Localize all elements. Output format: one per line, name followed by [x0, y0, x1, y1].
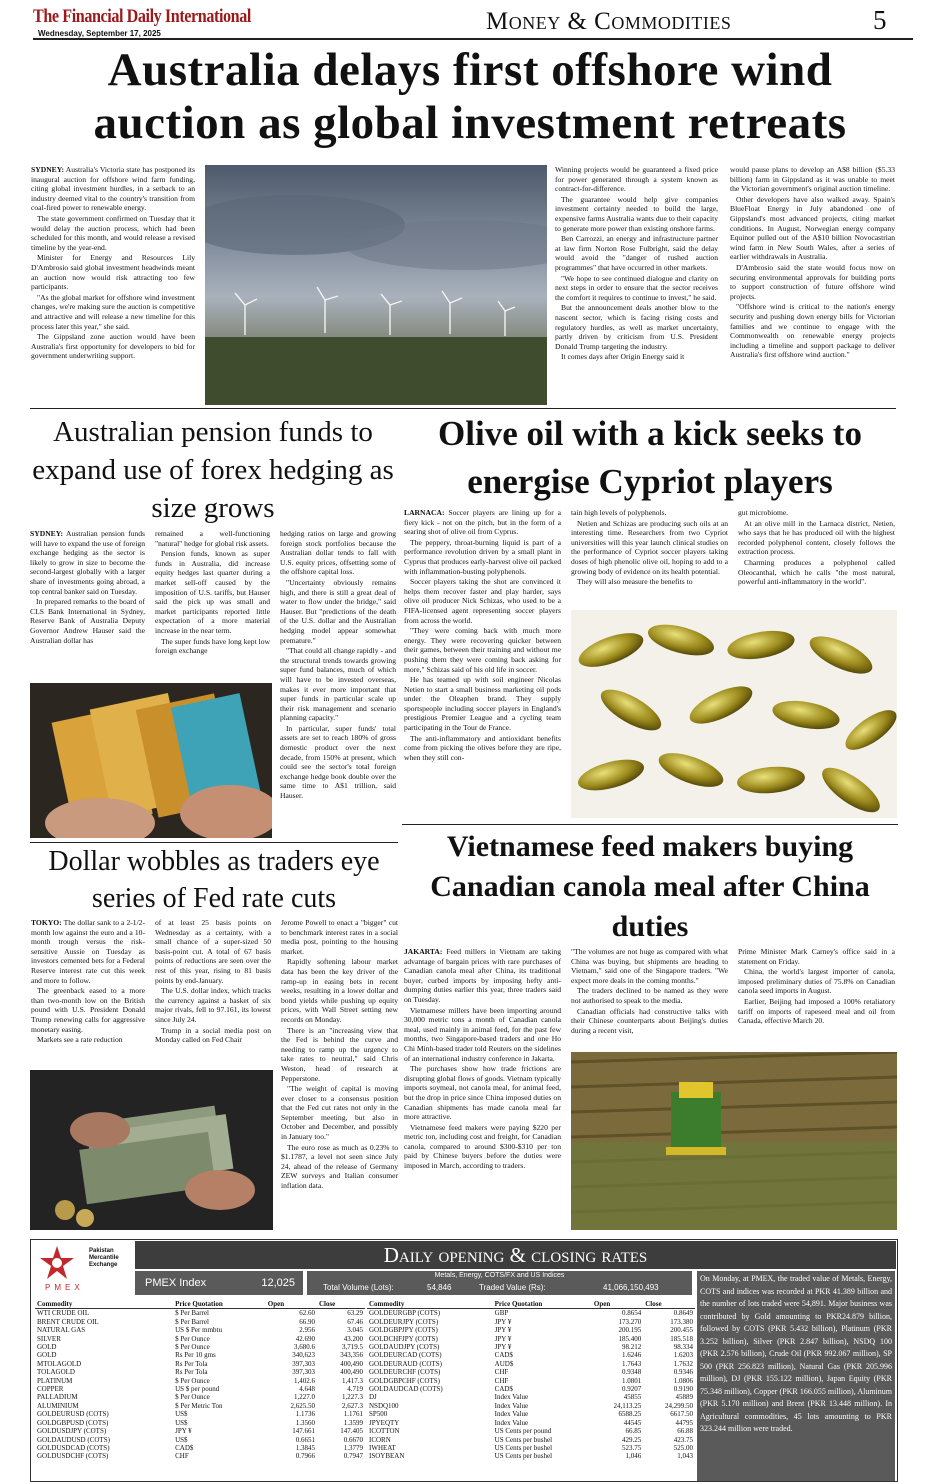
commodity-cell: GOLDEURUSD (COTS) [37, 1410, 109, 1419]
commodity-cell: GOLDEURCAD (COTS) [369, 1351, 442, 1360]
australian-dollar-photo [30, 683, 272, 838]
article-canola-col1: JAKARTA: Feed millers in Vietnam are taking advantage of bargain prices with rare purchases of Canadian canola meal after China, its traditional buyer, curbed imports by imposing hefty anti-dumping duties earlier this year, three traders said on Tuesday. Vietnamese millers have been importing around 30,000 metric tons a month of Canadian canola meal, used mainly in animal feed, for the past few months, two Singapore-based traders and one Ho Chi Minh-based trader told Reuters on the sidelines of an international industry conference in Jakarta. The purchases show how trade frictions are disrupting global flows of goods. Vietnam typically imports soymeal, not canola meal, for animal feed, but the drop in price since China imposed duties on Canadian shipments has made canola meal far more attractive. Vietnamese feed makers were paying $220 per metric ton, including cost and freight, for Canadian canola, compared to around $300-$310 per ton paid by Chinese buyers before the duties were imposed in March, according to traders. [404, 947, 561, 1171]
issue-date: Wednesday, September 17, 2025 [38, 29, 161, 38]
quotation-cell: $ Per Ounce [175, 1343, 210, 1352]
quotation-cell: US Cents per bushel [494, 1452, 553, 1461]
commodity-cell: TOLAGOLD [37, 1368, 75, 1377]
rates-banner: Daily opening & closing rates [135, 1241, 896, 1269]
close-cell: 98.334 [673, 1343, 693, 1352]
close-cell: 1.1761 [343, 1410, 363, 1419]
quotation-cell: Rs Per Tola [175, 1368, 208, 1377]
close-cell: 3.045 [347, 1326, 363, 1335]
close-cell: 24,299.50 [665, 1401, 693, 1410]
open-cell: 397,303 [292, 1368, 315, 1377]
commodity-cell: GOLDAUDUSD (COTS) [37, 1435, 110, 1444]
rates-row [35, 1343, 365, 1351]
rates-row [367, 1368, 695, 1376]
quotation-cell: CHF [175, 1452, 189, 1461]
rates-row [367, 1452, 695, 1460]
close-cell: 343,356 [340, 1351, 363, 1360]
commodity-cell: GOLDGBPCHF (COTS) [369, 1376, 440, 1385]
volume-bar [307, 1271, 692, 1295]
olive-oil-capsules-photo [571, 610, 897, 818]
article-olive-col3: gut microbiome. At an olive mill in the Larnaca district, Netien, who says that he has produced oil with the highest recorded polyphenol content, closely follows the extraction process. Charming produces a polyphenol called Oleocanthal, which he calls "the most natural, powerful anti-inflammatory in the world". [738, 508, 895, 587]
section-title: Money & Commodities [486, 8, 732, 35]
open-cell: 0.8654 [621, 1309, 642, 1318]
open-cell: 1.3845 [295, 1443, 315, 1452]
rates-row [367, 1318, 695, 1326]
rates-row [35, 1444, 365, 1452]
commodity-cell: GOLDEURGBP (COTS) [369, 1309, 441, 1318]
quotation-cell: $ Per Ounce [175, 1334, 210, 1343]
open-cell: 0.6651 [295, 1435, 315, 1444]
quotation-cell: Index Value [494, 1418, 529, 1427]
rates-row [367, 1351, 695, 1359]
open-cell: 62.60 [299, 1309, 315, 1318]
rates-row [35, 1318, 365, 1326]
quotation-cell: US Cents per bushel [494, 1435, 553, 1444]
close-cell: 147.405 [340, 1427, 363, 1436]
close-cell: 1.7632 [673, 1359, 693, 1368]
quotation-cell: GBP [494, 1309, 509, 1318]
quotation-cell: JPY ¥ [494, 1317, 512, 1326]
commodity-cell: GOLDCHFJPY (COTS) [369, 1334, 438, 1343]
commodity-cell: GOLD [37, 1351, 57, 1360]
commodity-cell: GOLDGBPJPY (COTS) [369, 1326, 438, 1335]
close-cell: 0.7947 [343, 1452, 363, 1461]
close-cell: 525.00 [673, 1443, 693, 1452]
quotation-cell: CAD$ [494, 1385, 513, 1394]
close-cell: 1.3599 [343, 1418, 363, 1427]
quotation-cell: CHF [494, 1376, 509, 1385]
commodity-cell: GOLDEURAUD (COTS) [369, 1359, 442, 1368]
open-cell: 147.661 [292, 1427, 315, 1436]
open-cell: 1.7643 [621, 1359, 642, 1368]
pmex-logo-name: Pakistan Mercantile Exchange [89, 1248, 119, 1268]
commodity-cell: GOLDAUDCAD (COTS) [369, 1385, 443, 1394]
traded-label: Traded Value (Rs): [479, 1283, 546, 1292]
commodity-cell: GOLDUSDJPY (COTS) [37, 1427, 107, 1436]
close-cell: 44795 [675, 1418, 693, 1427]
quotation-cell: $ Per Barrel [175, 1317, 209, 1326]
quotation-cell: AUD$ [494, 1359, 514, 1368]
close-cell: 400,490 [340, 1368, 363, 1377]
article-pension-col2: remained a well-functioning "natural" hedge for global risk assets. Pension funds, known as super funds in Australia, did increase equity hedges last quarter during a market sell-off caused by the imposition of U.S. tariffs, but Hauser said the pick up was small and market participants reported little expectation of a more material increase in the near term. The super funds have long kept low foreign exchange [155, 529, 270, 656]
rates-row [367, 1436, 695, 1444]
rates-row [367, 1377, 695, 1385]
article-dollar-col3: Jerome Powell to enact a "bigger" cut to benchmark interest rates in a social media post, pointing to the housing market. Rapidly softening labour market data has been the key driver of the ramp-up in easing bets in recent weeks, resulting in a lower dollar and bond yields while pushing up equity prices, with Wall Street setting new records on Monday. There is an "increasing view that the Fed is behind the curve and needing to ramp up the urgency to take rates to neutral," said Chris Weston, head of research at Pepperstone. "The weight of capital is moving ever closer to a consensus position that the Fed cut rates not only in the September meeting, but also in October and December, and possibly in January too." The euro rose as much as 0.23% to $1.1787, a level not seen since July 24, ahead of the release of Germany ZEW surveys and Italian consumer inflation data. [281, 918, 398, 1191]
close-cell: 2,627.3 [342, 1401, 363, 1410]
open-cell: 4.648 [299, 1385, 315, 1394]
close-cell: 400,490 [340, 1359, 363, 1368]
masthead [0, 0, 945, 44]
quotation-cell: CHF [494, 1368, 509, 1377]
rates-row [367, 1402, 695, 1410]
open-cell: 66.85 [625, 1427, 642, 1436]
page-number: 5 [873, 5, 887, 35]
quotation-cell: US$ [175, 1418, 188, 1427]
close-cell: 43.200 [343, 1334, 363, 1343]
traded-value: 41,066,150,493 [603, 1283, 659, 1292]
rates-row [367, 1309, 695, 1318]
rates-row [35, 1335, 365, 1343]
rates-row [35, 1368, 365, 1376]
quotation-cell: US$ [175, 1410, 188, 1419]
rates-row [35, 1360, 365, 1368]
open-cell: 340,623 [292, 1351, 315, 1360]
open-cell: 429.25 [621, 1435, 642, 1444]
dollar-cash-photo [30, 1070, 273, 1230]
rates-box [30, 1239, 898, 1482]
open-cell: 1.1736 [295, 1410, 315, 1419]
open-cell: 397,303 [292, 1359, 315, 1368]
rates-row [35, 1393, 365, 1401]
quotation-cell: Rs Per Tola [175, 1359, 208, 1368]
close-cell: 0.9190 [673, 1385, 693, 1394]
close-cell: 173.380 [670, 1317, 693, 1326]
open-cell: 0.7966 [295, 1452, 315, 1461]
commodity-cell: PLATINUM [37, 1376, 73, 1385]
commodity-cell: GOLDAUDJPY (COTS) [369, 1343, 440, 1352]
article-olive-col1: LARNACA: Soccer players are lining up for a fiery kick - not on the pitch, but in the form of a searing shot of olive oil from Cyprus. The peppery, throat-burning liquid is part of a performance revolution driven by a small plant in Cyprus that produces early-harvest olive oil packed with inflammation-busting polyphenols. Soccer players taking the shot are convinced it helps them recover faster and play harder, says olive oil producer Nick Schizas, who used to be a FIFA-licensed agent representing soccer players from across the world. "They were coming back with much more energy. They were recovering quicker between their games, between their training and without me pushing them they were coming back asking for more," Schizas said of his old life in soccer. He has teamed up with soil engineer Nicolas Netien to start a small business marketing oil pods under the Oleaphen brand. They supply sportspeople including soccer players in England's prestigious Premier League and a cycling team participating in the Tour de France. The anti-inflammatory and antioxidant benefits come from picking the olives before they are ripe, when they still con- [404, 508, 561, 762]
rates-row [35, 1452, 365, 1460]
rates-row [367, 1427, 695, 1435]
close-cell: 45889 [675, 1393, 693, 1402]
rates-row [367, 1410, 695, 1418]
open-cell: 1,227.0 [293, 1393, 315, 1402]
close-cell: 0.6670 [343, 1435, 363, 1444]
pmex-logo [33, 1242, 133, 1296]
close-cell: 0.9346 [673, 1368, 693, 1377]
divider-1 [30, 408, 896, 409]
rates-row [35, 1410, 365, 1418]
article-dollar-col2: of at least 25 basis points on Wednesday as a certainty, with a small chance of a super-sized 50 basis-point cut. A total of 67 basis points of reductions are seen over the rest of this year, rising to 81 basis points by end-January. The U.S. dollar index, which tracks the currency against a basket of six major rivals, fell to 97.161, its lowest since July 24. Trump in a social media post on Monday called on Fed Chair [155, 918, 271, 1045]
quotation-cell: Index Value [494, 1393, 529, 1402]
commodity-cell: DJ [369, 1393, 377, 1402]
close-cell: 1.6203 [673, 1351, 693, 1360]
quotation-cell: JPY ¥ [175, 1427, 192, 1436]
rates-row [35, 1402, 365, 1410]
commodity-cell: GOLDEURCHF (COTS) [369, 1368, 441, 1377]
commodity-cell: BRENT CRUDE OIL [37, 1317, 99, 1326]
headline-offshore-wind[interactable]: Australia delays first offshore wind auction as global investment retreats [93, 44, 847, 149]
quotation-cell: CAD$ [494, 1351, 513, 1360]
commodity-cell: COPPER [37, 1385, 64, 1394]
pmex-index-value: 12,025 [261, 1277, 295, 1289]
quotation-cell: US $ Per mmbtu [175, 1326, 222, 1335]
pmex-index-bar [135, 1271, 303, 1295]
close-cell: 0.8649 [673, 1309, 693, 1318]
quotation-cell: CAD$ [175, 1443, 194, 1452]
open-cell: 2,625.50 [290, 1401, 315, 1410]
open-cell: 98.212 [621, 1343, 642, 1352]
rates-row [367, 1343, 695, 1351]
close-cell: 185.518 [670, 1334, 693, 1343]
rates-row [367, 1326, 695, 1334]
commodity-cell: ICOTTON [369, 1427, 400, 1436]
quotation-cell: Rs Per 10 gms [175, 1351, 216, 1360]
close-cell: 423.75 [673, 1435, 693, 1444]
quotation-cell: Index Value [494, 1410, 529, 1419]
article-wind-col1: SYDNEY: Australia's Victoria state has postponed its inaugural auction for offshore wind farm funding, citing global investment hurdles, in a setback to an industry deemed vital to the country's transition from coal-fired power to renewable energy. The state government confirmed on Tuesday that it would delay the auction process, which had been scheduled for this month, and would release a revised timeline by the year-end. Minister for Energy and Resources Lily D'Ambrosio said global investment headwinds meant an auction now would risk attracting too few participants. "As the global market for offshore wind investment changes, we're making sure the auction is competitive and attractive and will release a new timeline for this process later this year," she said. The Gippsland zone auction would have been Australia's first opportunity for developers to bid for government underwriting support. [31, 165, 195, 361]
sub-header: Metals, Energy, COTS/FX and US Indices [434, 1272, 565, 1279]
close-cell: 200.455 [670, 1326, 693, 1335]
quotation-cell: $ Per Metric Ton [175, 1401, 223, 1410]
quotation-cell: $ Per Ounce [175, 1376, 210, 1385]
open-cell: 0.9348 [621, 1368, 642, 1377]
quotation-cell: US Cents per bushel [494, 1443, 553, 1452]
open-cell: 200.195 [618, 1326, 642, 1335]
commodity-cell: SP500 [369, 1410, 388, 1419]
rates-row [367, 1360, 695, 1368]
close-cell: 3,719.5 [342, 1343, 363, 1352]
commodity-cell: GOLDGBPUSD (COTS) [37, 1418, 109, 1427]
rates-row [35, 1419, 365, 1427]
open-cell: 0.9207 [621, 1385, 642, 1394]
commodity-cell: ISOYBEAN [369, 1452, 405, 1461]
open-cell: 3,680.6 [293, 1343, 315, 1352]
rates-row [35, 1351, 365, 1359]
open-cell: 44545 [623, 1418, 642, 1427]
article-pension-col1: SYDNEY: Australian pension funds will have to expand the use of foreign exchange hedging as the sector is likely to grow in size to become the second-largest globally with a larger share of investments going abroad, a top central banker said on Tuesday. In prepared remarks to the board of CLS Bank International in Sydney, Reserve Bank of Australia Deputy Governor Andrew Hauser said the Australian dollar has [30, 529, 145, 645]
rates-row [367, 1444, 695, 1452]
commodity-cell: PALLADIUM [37, 1393, 78, 1402]
pmex-index-label: PMEX Index [145, 1277, 207, 1289]
headline-canola-meal[interactable]: Vietnamese feed makers buying Canadian canola meal after China duties [430, 830, 870, 943]
article-wind-col3: would pause plans to develop an A$8 billion ($5.33 billion) farm in Gippsland as it was unable to meet the Victorian government's original auction timeline. Other developers have also walked away. Spain's BlueFloat Energy in July abandoned one of Gippsland's most advanced projects, citing market conditions. In August, Norwegian energy company Equinor pulled out of the A$10 billion Novocastrian wind farm in New South Wales, after a series of earlier withdrawals in Australia. D'Ambrosio said the state would focus now on securing environmental approvals for building ports to support construction of future offshore wind projects. "Offshore wind is critical to the nation's energy security and pushing down energy bills for Victorian families and we continue to engage with the Commonwealth on renewable energy projects including a timeline and support package to deliver Australia's first offshore wind auction." [730, 165, 895, 360]
open-cell: 185.400 [618, 1334, 642, 1343]
commodity-cell: GOLDEURJPY (COTS) [369, 1317, 439, 1326]
quotation-cell: Index Value [494, 1401, 529, 1410]
rates-row [35, 1377, 365, 1385]
rates-table-right: Commodity Price Quotation Open Close GOLDEURGBP (COTS) GBP 0.8654 0.8649 GOLDEURJPY (COTS) JPY ¥ 173.270 173.380 GOLDGBPJPY (COTS) JPY ¥ 200.195 200.455 GOLDCHFJPY (COTS) JPY ¥ 185.400 185.518 GOLDAUDJPY (COTS) JPY ¥ 98.212 98.334 GOLDEURCAD (COTS) CAD$ 1.6246 1.6203 GOLDEURAUD (COTS) AUD$ 1.7643 1.7632 GOLDEURCHF (COTS) CHF 0.9348 0.9346 GOLDGBPCHF (COTS) CHF 1.0801 1.0806 GOLDAUDCAD (COTS) CAD$ 0.9207 0.9190 DJ Index Value 45855 45889 NSDQ100 Index Value 24,113.25 24,299.50 SP500 Index Value 6588.25 6617.50 JPYEQTY Index Value 44545 44795 ICOTTON US Cents per pound 66.85 66.88 ICORN US Cents per bushel 429.25 423.75 IWHEAT US Cents per bushel 523.75 525.00 ISOYBEAN US Cents per bushel 1,046 1,043 [369, 1300, 693, 1461]
divider-2 [402, 824, 898, 825]
commodity-cell: ICORN [369, 1435, 391, 1444]
commodity-cell: GOLD [37, 1343, 57, 1352]
close-cell: 67.46 [347, 1317, 363, 1326]
headline-olive-oil[interactable]: Olive oil with a kick seeks to energise Cypriot players [438, 414, 862, 501]
volume-label: Total Volume (Lots): [323, 1283, 394, 1292]
masthead-rule [33, 38, 913, 40]
close-cell: 1,417.3 [342, 1376, 363, 1385]
rates-row [35, 1427, 365, 1435]
article-dollar-col1: TOKYO: The dollar sank to a 2-1/2-month low against the euro and a 10-month trough versus the risk-sensitive Aussie on Tuesday as investors cemented bets for a Federal Reserve interest rate cut this week and more to follow. The greenback eased to a more than two-month low on the British pound with U.S. President Donald Trump renewing calls for aggressive monetary easing. Markets see a rate reduction [31, 918, 145, 1045]
close-cell: 4.719 [347, 1385, 363, 1394]
close-cell: 6617.50 [670, 1410, 693, 1419]
article-canola-col3: Prime Minister Mark Carney's office said in a statement on Friday. China, the world's largest importer of canola, imposed preliminary duties of 75.8% on Canadian canola seed imports in August. Earlier, Beijing had imposed a 100% retaliatory tariff on imports of rapeseed meal and oil from Canada, effective March 20. [738, 947, 895, 1026]
commodity-cell: NSDQ100 [369, 1401, 399, 1410]
quotation-cell: $ Per Ounce [175, 1393, 210, 1402]
close-cell: 1,043 [677, 1452, 693, 1461]
close-cell: 1.0806 [673, 1376, 693, 1385]
article-wind-col2: Winning projects would be guaranteed a fixed price for power generated through a system known as contract-for-difference. The guarantee would help give companies investment certainty needed to build the large, expensive farms Australia wants due to their capacity to generate more power than existing onshore farms. Ben Carrozzi, an energy and infrastructure partner at law firm Norton Rose Fulbright, said the delay would avoid the "danger of rushed auction programmes" that have occurred in other markets. "We hope to see continued dialogue and clarity on next steps in order to ensure that the sector receives the comfort it requires to continue to invest," he said. But the announcement deals another blow to the nascent sector, which is facing rising costs and regulatory hurdles, as well as market uncertainty, partly driven by criticism from U.S. President Donald Trump targeting the industry. It comes days after Origin Energy said it [555, 165, 718, 362]
article-olive-col2: tain high levels of polyphenols. Netien and Schizas are producing such oils at an interesting time. Researchers from two Cypriot universities will this year launch clinical studies on the performance of Cypriot soccer players taking doses of high phenolic olive oil, hoping to add to a growing body of evidence on its health potential. They will also measure the benefits to [571, 508, 728, 587]
quotation-cell: JPY ¥ [494, 1334, 512, 1343]
paper-name: The Financial Daily International [33, 6, 251, 27]
rates-row [367, 1385, 695, 1393]
open-cell: 173.270 [618, 1317, 642, 1326]
pmex-abbr: PMEX [45, 1283, 84, 1292]
open-cell: 2.956 [299, 1326, 315, 1335]
commodity-cell: IWHEAT [369, 1443, 396, 1452]
article-canola-col2: "The volumes are not huge as compared with what China was buying, but shipments are heading to Vietnam," said one of the Singapore traders. "We expect more deals in the coming months." The traders declined to be named as they were not authorised to speak to the media. Canadian officials had constructive talks with their Chinese counterparts about Beijing's duties during a recent visit, [571, 947, 728, 1035]
commodity-cell: JPYEQTY [369, 1418, 400, 1427]
pmex-star-icon [37, 1244, 77, 1284]
rates-row [367, 1335, 695, 1343]
quotation-cell: $ Per Barrel [175, 1309, 209, 1318]
quotation-cell: JPY ¥ [494, 1326, 512, 1335]
open-cell: 1.6246 [621, 1351, 642, 1360]
open-cell: 1.3560 [295, 1418, 315, 1427]
commodity-cell: MTOLAGOLD [37, 1359, 82, 1368]
commodity-cell: GOLDUSDCAD (COTS) [37, 1443, 110, 1452]
close-cell: 1.3779 [343, 1443, 363, 1452]
open-cell: 42.690 [295, 1334, 315, 1343]
open-cell: 1,046 [625, 1452, 642, 1461]
commodity-cell: WTI CRUDE OIL [37, 1309, 90, 1318]
quotation-cell: US $ per pound [175, 1385, 220, 1394]
rates-row [35, 1326, 365, 1334]
commodity-cell: ALUMINIUM [37, 1401, 79, 1410]
wind-farm-photo [205, 165, 547, 405]
open-cell: 24,113.25 [613, 1401, 642, 1410]
rates-summary: On Monday, at PMEX, the traded value of Metals, Energy, COTS and indices was recorded at PKR 41.389 billion and the number of lots traded were 54,891. Major business was contributed by Gold amounting to PKR24.879 billion, followed by COTS (PKR 5.432 billion), Platinum (PKR 3.252 billion), Silver (PKR 2.847 billion), NSDQ 100 (PKR 2.576 billion), Crude Oil (PKR 992.067 million), SP 500 (PKR 256.823 million), Natural Gas (PKR 205.996 million), DJ (PKR 155.122 million), Japan Equity (PKR 75.348 million), Copper (PKR 166.055 million), Aluminum (PKR 5.170 million) and Brent (PKR 13.448 million). In Agricultural commodities, 45 lots amounting to PKR 323.244 million were traded. [697, 1271, 895, 1481]
open-cell: 1.0801 [621, 1376, 642, 1385]
headline-dollar-wobbles[interactable]: Dollar wobbles as traders eye series of Fed rate cuts [48, 846, 380, 914]
open-cell: 523.75 [621, 1443, 642, 1452]
article-pension-col3: hedging ratios on large and growing foreign stock portfolios because the Australian dollar tends to fall with U.S. equity prices, offsetting some of the offshore capital loss. "Uncertainty obviously remains high, and there is still a great deal of water to flow under the bridge," said Hauser. But "predictions of the death of the U.S. dollar and the Australian hedging model appear somewhat premature." "That could all change rapidly - and the structural trends towards growing super fund balances, much of which will have to be invested overseas, makes it ever more important that super funds in particular scale up their risk management and scenario planning capacity." In particular, super funds' total assets are set to reach 180% of gross domestic product over the next decade, from 150% at present, which could see the sector's total foreign exchange hedge book double over the same time to A$1 trillion, said Hauser. [280, 529, 396, 801]
close-cell: 63.29 [347, 1309, 363, 1318]
rates-row [35, 1436, 365, 1444]
quotation-cell: US Cents per pound [494, 1427, 552, 1436]
open-cell: 1,402.6 [293, 1376, 315, 1385]
quotation-cell: US$ [175, 1435, 188, 1444]
rates-row [35, 1309, 365, 1318]
commodity-cell: SILVER [37, 1334, 61, 1343]
quotation-cell: JPY ¥ [494, 1343, 512, 1352]
commodity-cell: NATURAL GAS [37, 1326, 86, 1335]
open-cell: 45855 [623, 1393, 642, 1402]
commodity-cell: GOLDUSDCHF (COTS) [37, 1452, 109, 1461]
rates-row [367, 1419, 695, 1427]
open-cell: 66.90 [299, 1317, 315, 1326]
open-cell: 6588.25 [618, 1410, 642, 1419]
volume-value: 54,846 [427, 1283, 452, 1292]
canola-harvest-photo [571, 1052, 897, 1230]
rates-row [367, 1393, 695, 1401]
rates-table-left: Commodity Price Quotation Open Close WTI CRUDE OIL $ Per Barrel 62.60 63.29 BRENT CRUDE OIL $ Per Barrel 66.90 67.46 NATURAL GAS US $ Per mmbtu 2.956 3.045 SILVER $ Per Ounce 42.690 43.200 GOLD $ Per Ounce 3,680.6 3,719.5 GOLD Rs Per 10 gms 340,623 343,356 MTOLAGOLD Rs Per Tola 397,303 400,490 TOLAGOLD Rs Per Tola 397,303 400,490 PLATINUM $ Per Ounce 1,402.6 1,417.3 COPPER US $ per pound 4.648 4.719 PALLADIUM $ Per Ounce 1,227.0 1,227.3 ALUMINIUM $ Per Metric Ton 2,625.50 2,627.3 GOLDEURUSD (COTS) US$ 1.1736 1.1761 GOLDGBPUSD (COTS) US$ 1.3560 1.3599 GOLDUSDJPY (COTS) JPY ¥ 147.661 147.405 GOLDAUDUSD (COTS) US$ 0.6651 0.6670 GOLDUSDCAD (COTS) CAD$ 1.3845 1.3779 GOLDUSDCHF (COTS) CHF 0.7966 0.7947 [37, 1300, 363, 1461]
rates-row [35, 1385, 365, 1393]
headline-pension-forex[interactable]: Australian pension funds to expand use of forex hedging as size grows [32, 416, 394, 524]
close-cell: 66.88 [677, 1427, 693, 1436]
close-cell: 1,227.3 [342, 1393, 363, 1402]
